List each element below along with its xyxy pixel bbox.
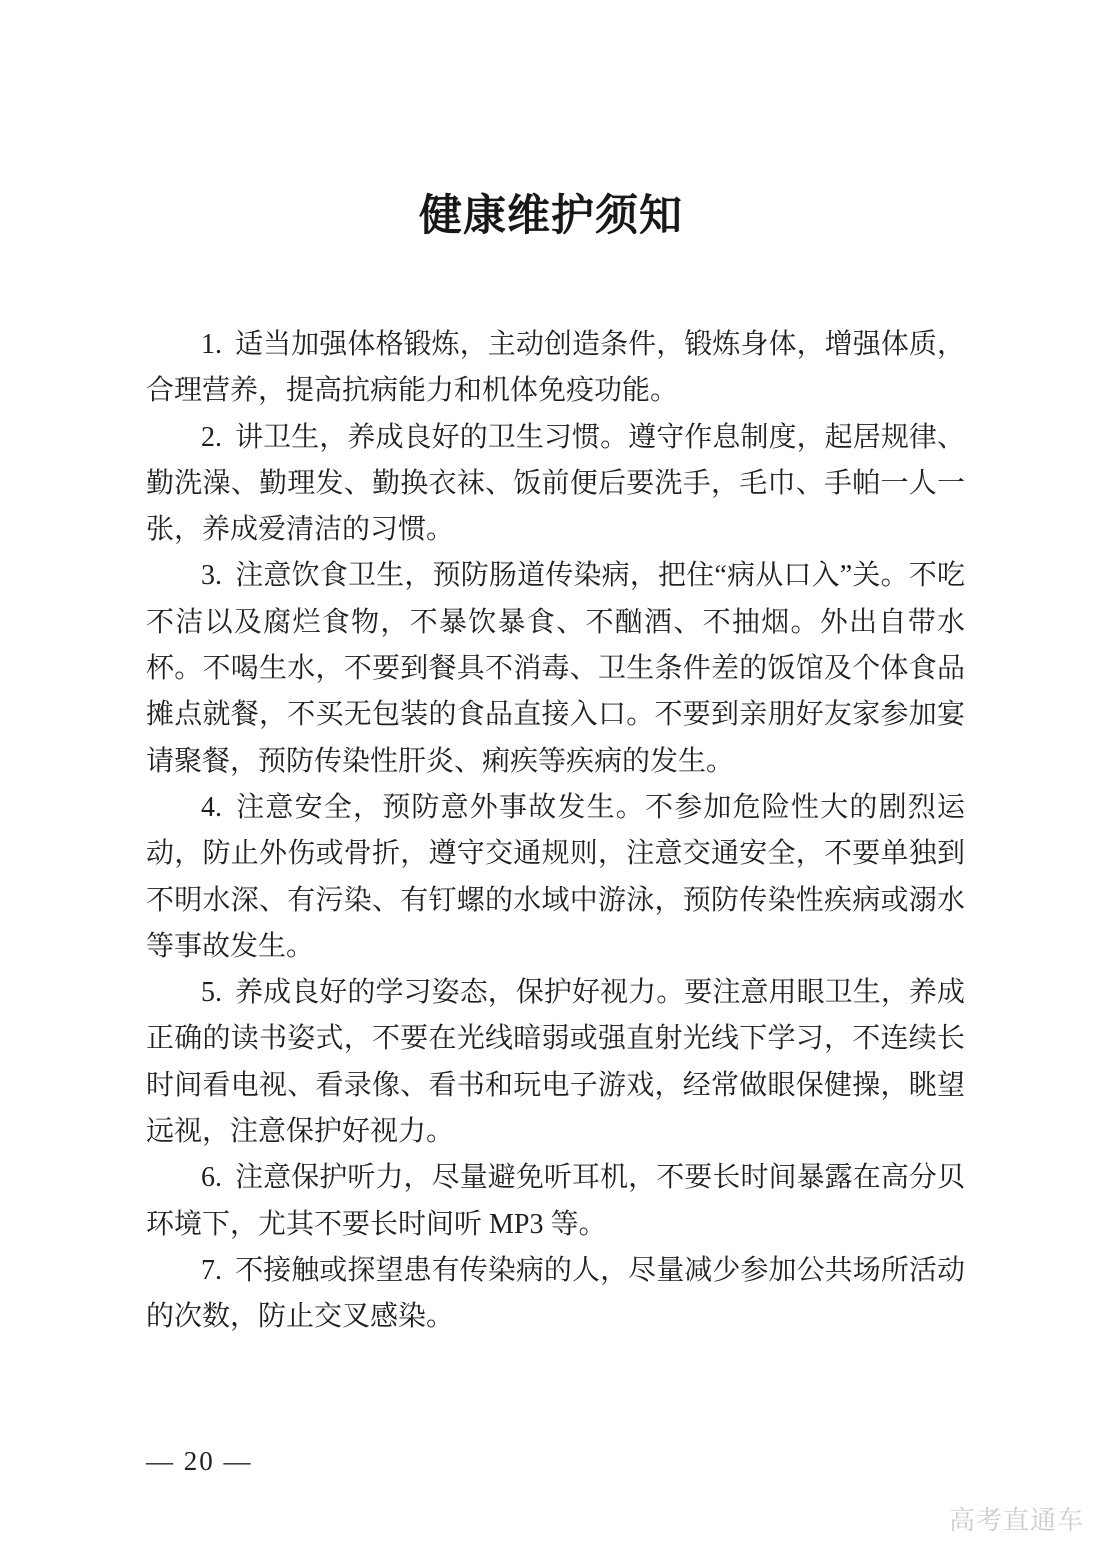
paragraph-2: [146, 415, 965, 554]
paragraph-6-number: 6.: [201, 1162, 222, 1194]
paragraph-4: [146, 785, 965, 970]
page-title: 健康维护须知: [419, 193, 683, 240]
paragraph-6-text: 注意保护听力，尽量避免听耳机，不要长时间暴露在高分贝环境下，尤其不要长时间听 MP3 等。: [146, 1162, 965, 1240]
paragraph-7-number: 7.: [201, 1254, 222, 1286]
paragraph-2-text: 讲卫生，养成良好的卫生习惯。遵守作息制度，起居规律、勤洗澡、勤理发、勤换衣袜、饭前便后要洗手，毛巾、手帕一人一张，养成爱清洁的习惯。: [146, 421, 965, 546]
paragraph-3: [146, 553, 965, 784]
page-number: — 20 —: [146, 1446, 253, 1476]
paragraph-1: [146, 322, 965, 415]
paragraph-5-text: 养成良好的学习姿态，保护好视力。要注意用眼卫生，养成正确的读书姿式，不要在光线暗弱或强直射光线下学习，不连续长时间看电视、看录像、看书和玩电子游戏，经常做眼保健操，眺望远视，注意保护好视力。: [146, 977, 965, 1148]
paragraph-4-number: 4.: [201, 791, 222, 823]
paragraph-1-text: 适当加强体格锻炼，主动创造条件，锻炼身体，增强体质，合理营养，提高抗病能力和机体免疫功能。: [146, 329, 965, 407]
paragraph-5-number: 5.: [201, 977, 222, 1009]
paragraph-7: [146, 1248, 965, 1341]
paragraph-6: [146, 1155, 965, 1248]
watermark-text: 高考直通车: [948, 1506, 1084, 1535]
paragraph-5: [146, 970, 965, 1155]
paragraph-1-number: 1.: [201, 329, 222, 360]
paragraph-4-text: 注意安全，预防意外事故发生。不参加危险性大的剧烈运动，防止外伤或骨折，遵守交通规则，注意交通安全，不要单独到不明水深、有污染、有钉螺的水域中游泳，预防传染性疾病或溺水等事故发生。: [146, 791, 965, 962]
paragraph-3-text: 注意饮食卫生，预防肠道传染病，把住“病从口入”关。不吃不洁以及腐烂食物，不暴饮暴食、不酗酒、不抽烟。外出自带水杯。不喝生水，不要到餐具不消毒、卫生条件差的饭馆及个体食品摊点就餐，不买无包装的食品直接入口。不要到亲朋好友家参加宴请聚餐，预防传染性肝炎、痢疾等疾病的发生。: [146, 560, 965, 777]
document-body: [146, 322, 965, 1341]
paragraph-2-number: 2.: [201, 421, 222, 453]
paragraph-7-text: 不接触或探望患有传染病的人，尽量减少参加公共场所活动的次数，防止交叉感染。: [146, 1254, 965, 1333]
paragraph-3-number: 3.: [201, 560, 222, 592]
